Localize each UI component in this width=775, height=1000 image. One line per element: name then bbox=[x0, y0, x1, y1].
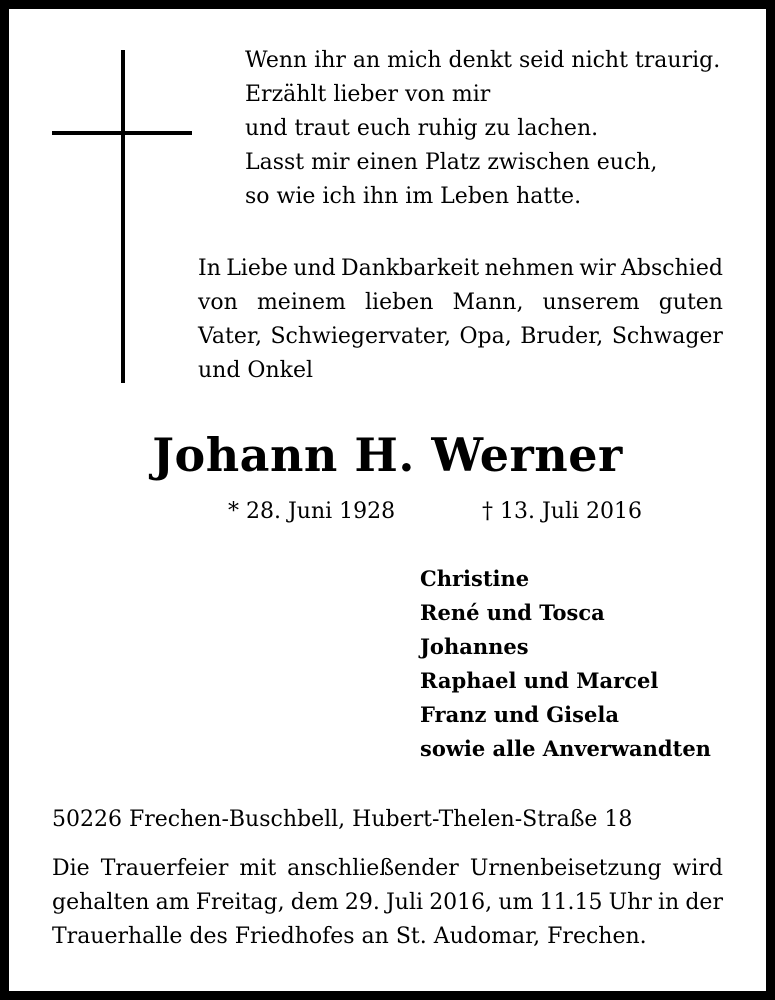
cross-icon-bar bbox=[52, 131, 192, 135]
word: der bbox=[685, 890, 723, 915]
mourner: Franz und Gisela bbox=[420, 702, 619, 727]
word: Vater, bbox=[198, 324, 262, 349]
word: Bruder, bbox=[520, 324, 604, 349]
word: Dankbarkeit bbox=[341, 256, 480, 281]
word: und bbox=[293, 256, 336, 281]
farewell-line-4: und Onkel bbox=[198, 358, 314, 383]
word: anschließender bbox=[287, 856, 459, 881]
word: wir bbox=[579, 256, 616, 281]
poem bbox=[245, 44, 745, 214]
mourner: Raphael und Marcel bbox=[420, 668, 659, 693]
word: 11.15 bbox=[539, 890, 603, 915]
word: guten bbox=[658, 290, 723, 315]
word: meinem bbox=[256, 290, 346, 315]
word: nehmen bbox=[484, 256, 574, 281]
poem-line: Wenn ihr an mich denkt seid nicht traurig. bbox=[245, 48, 721, 73]
deceased-name: Johann H. Werner bbox=[152, 428, 623, 482]
word: Mann, bbox=[452, 290, 524, 315]
word: Uhr bbox=[608, 890, 652, 915]
word: 2016, bbox=[429, 890, 493, 915]
word: um bbox=[498, 890, 534, 915]
farewell-line-1 bbox=[198, 252, 723, 286]
word: in bbox=[657, 890, 680, 915]
word: lieben bbox=[365, 290, 434, 315]
word: Juli bbox=[385, 890, 424, 915]
word: wird bbox=[672, 856, 723, 881]
word: Opa, bbox=[459, 324, 512, 349]
ceremony-line-1 bbox=[52, 852, 723, 886]
mourner: Johannes bbox=[420, 634, 529, 659]
word: Schwiegervater, bbox=[270, 324, 452, 349]
word: von bbox=[198, 290, 238, 315]
farewell-line-2 bbox=[198, 286, 723, 320]
word: Liebe bbox=[226, 256, 288, 281]
word: 29. bbox=[344, 890, 380, 915]
word: gehalten bbox=[52, 890, 150, 915]
word: In bbox=[198, 256, 221, 281]
word: Abschied bbox=[621, 256, 723, 281]
poem-line: so wie ich ihn im Leben hatte. bbox=[245, 184, 582, 209]
word: Schwager bbox=[611, 324, 723, 349]
birth-date: * 28. Juni 1928 bbox=[228, 499, 396, 524]
death-date: † 13. Juli 2016 bbox=[482, 499, 643, 524]
word: dem bbox=[290, 890, 339, 915]
poem-line: Erzählt lieber von mir bbox=[245, 82, 491, 107]
word: Urnenbeisetzung bbox=[469, 856, 662, 881]
poem-line: Lasst mir einen Platz zwischen euch, bbox=[245, 150, 658, 175]
word: Die bbox=[52, 856, 90, 881]
word: mit bbox=[239, 856, 277, 881]
cross-icon bbox=[121, 50, 125, 383]
word: Trauerfeier bbox=[100, 856, 229, 881]
ceremony-line-2 bbox=[52, 886, 723, 920]
word: Freitag, bbox=[195, 890, 285, 915]
mourners-list bbox=[420, 562, 711, 766]
farewell-text bbox=[198, 252, 723, 388]
address: 50226 Frechen-Buschbell, Hubert-Thelen-Straße 18 bbox=[52, 807, 633, 832]
mourner: Christine bbox=[420, 566, 530, 591]
word: unserem bbox=[542, 290, 640, 315]
poem-line: und traut euch ruhig zu lachen. bbox=[245, 116, 599, 141]
ceremony-info bbox=[52, 852, 723, 954]
mourner: sowie alle Anverwandten bbox=[420, 736, 711, 761]
farewell-line-3 bbox=[198, 320, 723, 354]
mourner: René und Tosca bbox=[420, 600, 605, 625]
word: am bbox=[155, 890, 190, 915]
ceremony-line-3: Trauerhalle des Friedhofes an St. Audomar, Frechen. bbox=[52, 924, 647, 949]
